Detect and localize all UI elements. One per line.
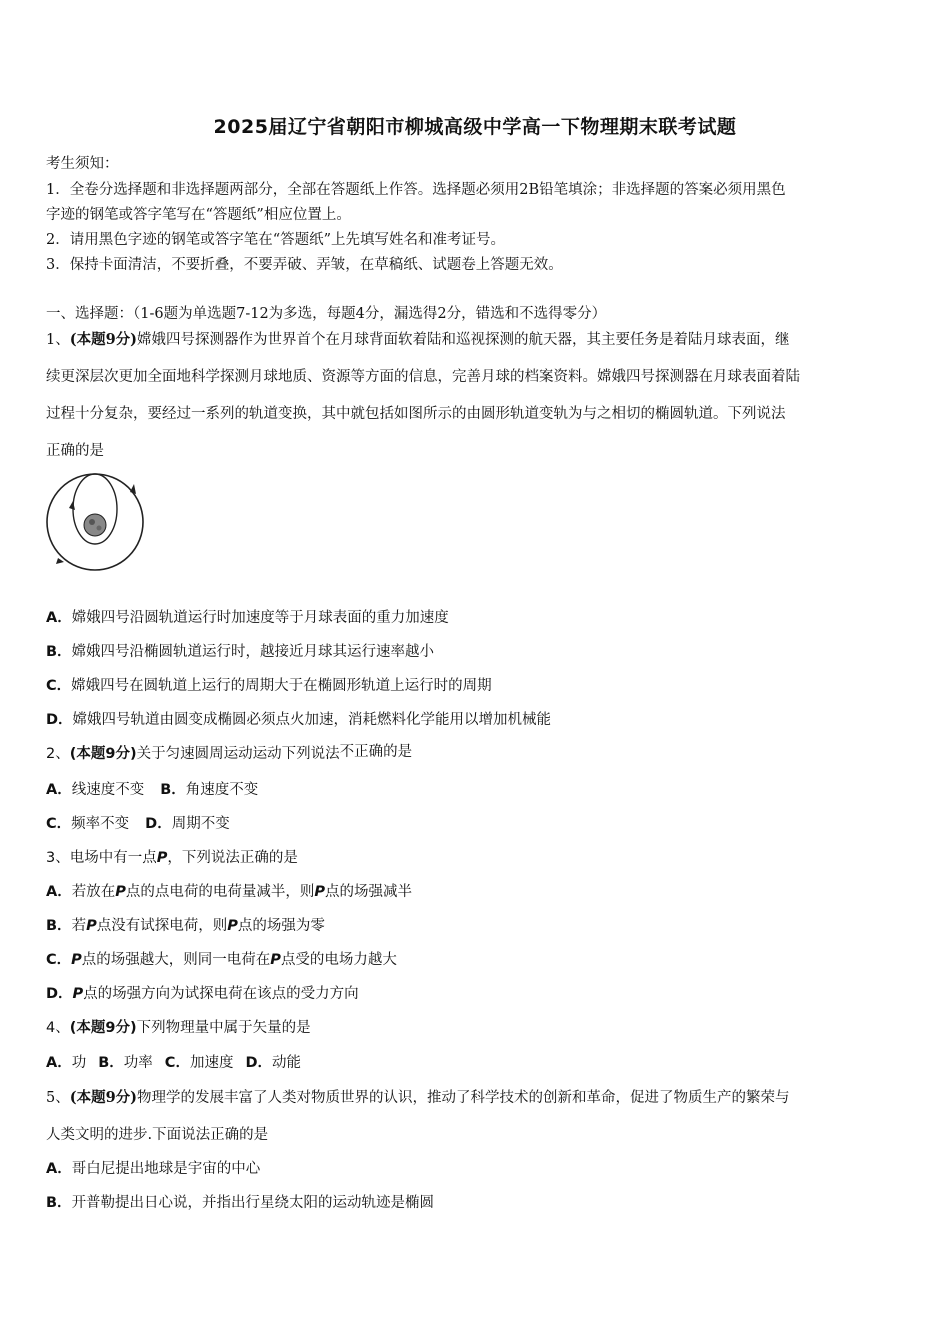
q5-line-1: 5、(本题9分)物理学的发展丰富了人类对物质世界的认识，推动了科学技术的创新和革命，促进了物质生产的繁荣与 <box>46 1089 790 1106</box>
orbit-diagram <box>42 470 150 574</box>
q2-options-row-1: A．线速度不变 B．角速度不变 <box>46 782 259 798</box>
q5-line-2: 人类文明的进步.下面说法正确的是 <box>46 1127 269 1143</box>
q1-option-a: A．嫦娥四号沿圆轨道运行时加速度等于月球表面的重力加速度 <box>46 610 449 626</box>
q5-option-a: A．哥白尼提出地球是宇宙的中心 <box>46 1161 261 1177</box>
notice-item-2: 2．请用黑色字迹的钢笔或答字笔在“答题纸”上先填写姓名和准考证号。 <box>46 232 506 248</box>
q2-options-row-2: C．频率不变 D．周期不变 <box>46 816 230 832</box>
moon-body <box>84 514 106 536</box>
q1-option-b: B．嫦娥四号沿椭圆轨道运行时，越接近月球其运行速率越小 <box>46 644 435 660</box>
q3-option-b: B．若P点没有试探电荷，则P点的场强为零 <box>46 918 325 934</box>
q2-emphasis: 不正确的是 <box>339 744 413 760</box>
q3-option-c: C．P点的场强越大，则同一电荷在P点受的电场力越大 <box>46 952 397 968</box>
q3-stem: 3、电场中有一点P，下列说法正确的是 <box>46 850 298 866</box>
notice-item-3: 3．保持卡面清洁，不要折叠，不要弄破、弄皱，在草稿纸、试题卷上答题无效。 <box>46 257 563 273</box>
q1-option-d: D．嫦娥四号轨道由圆变成椭圆必须点火加速，消耗燃料化学能用以增加机械能 <box>46 712 552 728</box>
q1-number: 1、 <box>46 332 70 348</box>
q1-score: (本题9分) <box>69 331 138 348</box>
q1-option-c: C．嫦娥四号在圆轨道上运行的周期大于在椭圆形轨道上运行时的周期 <box>46 678 492 694</box>
q4-stem: 4、(本题9分)下列物理量中属于矢量的是 <box>46 1020 311 1036</box>
q2-stem: 2、(本题9分)关于匀速圆周运动运动下列说法不正确的是 <box>46 744 413 762</box>
notice-heading: 考生须知： <box>46 156 119 172</box>
q3-option-d: D．P点的场强方向为试探电荷在该点的受力方向 <box>46 986 359 1002</box>
section-heading: 一、选择题：（1-6题为单选题7-12为多选，每题4分，漏选得2分，错选和不选得零分） <box>46 306 607 322</box>
moon-crater <box>89 519 95 525</box>
notice-item-1-cont: 字迹的钢笔或答字笔写在“答题纸”相应位置上。 <box>46 207 351 223</box>
q1-line-1 <box>46 328 790 349</box>
q1-text-1: 嫦娥四号探测器作为世界首个在月球背面软着陆和巡视探测的航天器，其主要任务是着陆月球表面，继 <box>137 332 790 348</box>
exam-title: 2025届辽宁省朝阳市柳城高级中学高一下物理期末联考试题 <box>213 116 737 138</box>
moon-crater <box>97 526 102 531</box>
q1-line-2: 续更深层次更加全面地科学探测月球地质、资源等方面的信息，完善月球的档案资料。嫦娥四号探测器在月球表面着陆 <box>46 369 800 385</box>
q3-option-a: A．若放在P点的点电荷的电荷量减半，则P点的场强减半 <box>46 884 413 900</box>
q1-line-4: 正确的是 <box>46 443 104 459</box>
ellipse-direction-arrow <box>69 501 75 510</box>
orbit-direction-arrow <box>56 558 64 564</box>
q1-line-3: 过程十分复杂，要经过一系列的轨道变换，其中就包括如图所示的由圆形轨道变轨为与之相切的椭圆轨道。下列说法 <box>46 406 786 422</box>
q5-option-b: B．开普勒提出日心说，并指出行星绕太阳的运动轨迹是椭圆 <box>46 1195 435 1211</box>
notice-item-1: 1．全卷分选择题和非选择题两部分，全部在答题纸上作答。选择题必须用2B铅笔填涂；非选择题的答案必须用黑色 <box>46 182 786 198</box>
q4-options: A．功 B．功率 C．加速度 D．动能 <box>46 1055 301 1071</box>
